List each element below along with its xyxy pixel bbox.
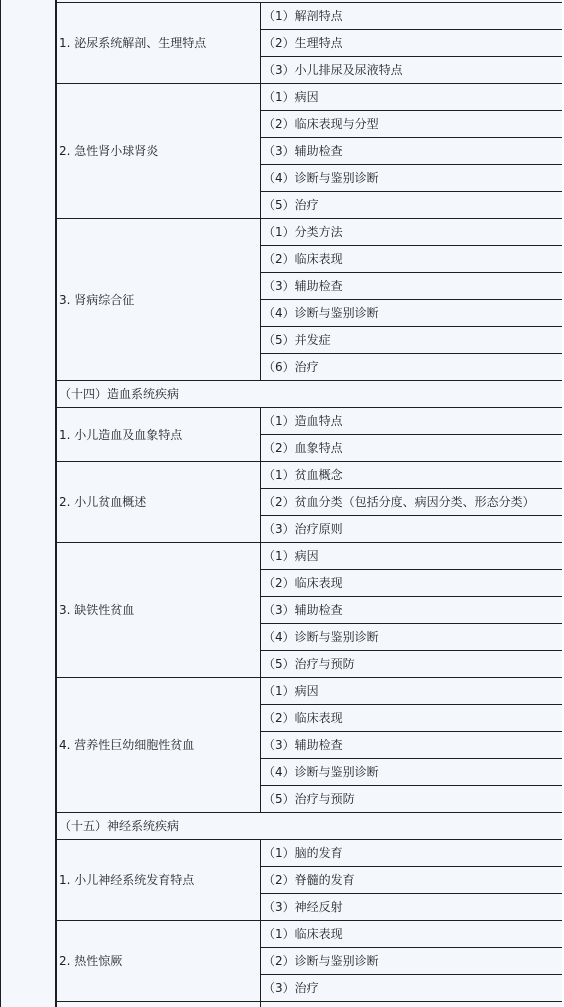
table-row xyxy=(57,84,563,111)
topic-cell: 1. 小儿造血及血象特点 xyxy=(57,408,261,462)
table-row xyxy=(57,219,563,246)
table-row xyxy=(57,408,563,435)
subtopic-cell: （2）临床表现与分型 xyxy=(261,111,563,138)
subtopic-cell: （3）辅助检查 xyxy=(261,732,563,759)
subtopic-cell: （2）临床表现 xyxy=(261,705,563,732)
subtopic-cell: （1）贫血概念 xyxy=(261,462,563,489)
subtopic-cell: （4）诊断与鉴别诊断 xyxy=(261,300,563,327)
section-heading: （十五）神经系统疾病 xyxy=(57,813,563,840)
table-row xyxy=(57,462,563,489)
left-rail-column xyxy=(0,0,56,1007)
section-row xyxy=(57,381,563,408)
subtopic-cell: （3）小儿排尿及尿液特点 xyxy=(261,57,563,84)
subtopic-cell: （3）神经反射 xyxy=(261,894,563,921)
subtopic-cell: （1）造血特点 xyxy=(261,408,563,435)
topic-cell: 1. 小儿神经系统发育特点 xyxy=(57,840,261,921)
subtopic-cell: （1）脑的发育 xyxy=(261,840,563,867)
subtopic-cell: （6）治疗 xyxy=(261,354,563,381)
subtopic-cell: （5）并发症 xyxy=(261,327,563,354)
subtopic-cell: （5）治疗 xyxy=(261,192,563,219)
table-row-clipped xyxy=(57,1002,563,1007)
table-row xyxy=(57,543,563,570)
subtopic-cell: （2）贫血分类（包括分度、病因分类、形态分类） xyxy=(261,489,563,516)
subtopic-cell: （2）诊断与鉴别诊断 xyxy=(261,948,563,975)
clipped-next-row xyxy=(57,1002,261,1007)
topic-cell: 1. 泌尿系统解剖、生理特点 xyxy=(57,3,261,84)
subtopic-cell: （1）分类方法 xyxy=(261,219,563,246)
subtopic-cell: （3）治疗 xyxy=(261,975,563,1002)
subtopic-cell: （2）血象特点 xyxy=(261,435,563,462)
subtopic-cell: （3）辅助检查 xyxy=(261,138,563,165)
subtopic-cell: （4）诊断与鉴别诊断 xyxy=(261,624,563,651)
section-row xyxy=(57,813,563,840)
subtopic-cell: （5）治疗与预防 xyxy=(261,651,563,678)
subtopic-cell: （3）治疗原则 xyxy=(261,516,563,543)
table-row xyxy=(57,678,563,705)
subtopic-cell: （2）生理特点 xyxy=(261,30,563,57)
topic-cell: 2. 热性惊厥 xyxy=(57,921,261,1002)
subtopic-cell: （2）临床表现 xyxy=(261,246,563,273)
topic-cell: 4. 营养性巨幼细胞性贫血 xyxy=(57,678,261,813)
subtopic-cell: （1）临床表现 xyxy=(261,921,563,948)
subtopic-cell: （5）治疗与预防 xyxy=(261,786,563,813)
subtopic-cell: （2）临床表现 xyxy=(261,570,563,597)
subtopic-cell: （1）病因 xyxy=(261,543,563,570)
topic-cell: 3. 肾病综合征 xyxy=(57,219,261,381)
subtopic-cell: （2）脊髓的发育 xyxy=(261,867,563,894)
table-row xyxy=(57,921,563,948)
section-heading: （十四）造血系统疾病 xyxy=(57,381,563,408)
topic-cell: 2. 急性肾小球肾炎 xyxy=(57,84,261,219)
subtopic-cell: （3）辅助检查 xyxy=(261,597,563,624)
subtopic-cell: （1）病因 xyxy=(261,84,563,111)
subtopic-cell: （3）辅助检查 xyxy=(261,273,563,300)
topic-cell: 2. 小儿贫血概述 xyxy=(57,462,261,543)
subtopic-cell: （4）诊断与鉴别诊断 xyxy=(261,759,563,786)
subtopic-cell: （1）解剖特点 xyxy=(261,3,563,30)
syllabus-outline-table xyxy=(56,0,563,1007)
table-row xyxy=(57,3,563,30)
subtopic-cell: （4）诊断与鉴别诊断 xyxy=(261,165,563,192)
clipped-next-row xyxy=(261,1002,563,1007)
syllabus-outline-body xyxy=(57,0,563,1007)
topic-cell: 3. 缺铁性贫血 xyxy=(57,543,261,678)
subtopic-cell: （1）病因 xyxy=(261,678,563,705)
table-row xyxy=(57,840,563,867)
